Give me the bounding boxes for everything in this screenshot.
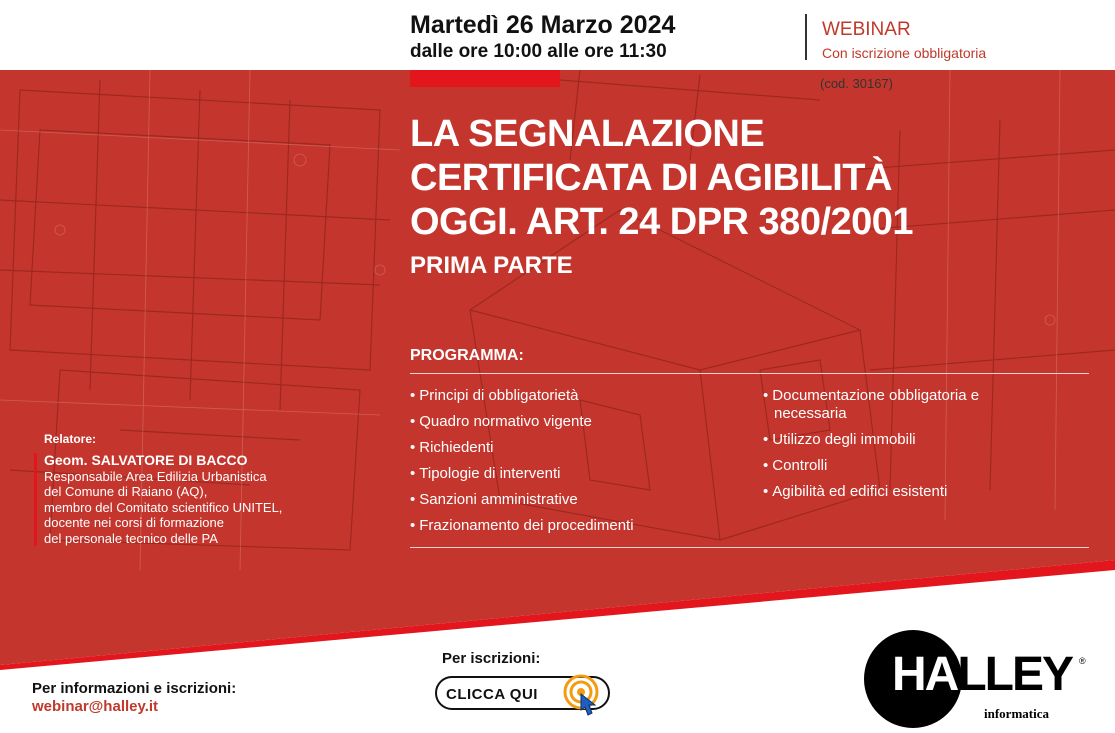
- speaker-role-line: del personale tecnico delle PA: [44, 530, 218, 546]
- title-line: OGGI. ART. 24 DPR 380/2001: [410, 201, 914, 243]
- date-line: Martedì 26 Marzo 2024: [410, 11, 676, 39]
- register-button-label: CLICCA QUI: [446, 686, 538, 703]
- speaker-box: [34, 432, 282, 546]
- program-item: • Utilizzo degli immobili: [763, 431, 916, 448]
- program-heading: PROGRAMMA:: [410, 347, 524, 364]
- program-divider-top: [410, 373, 1089, 374]
- logo-word: HALLEY: [892, 648, 1072, 701]
- registered-mark: ®: [1079, 656, 1086, 666]
- webinar-info: [822, 18, 986, 62]
- registration-note: Con iscrizione obbligatoria: [822, 45, 987, 61]
- info-label: Per informazioni e iscrizioni:: [32, 680, 237, 697]
- program-item: • Sanzioni amministrative: [410, 491, 578, 508]
- event-date: [410, 10, 675, 64]
- program-item: • Principi di obbligatorietà: [410, 387, 579, 404]
- bullet: •: [410, 387, 416, 404]
- speaker-role-line: membro del Comitato scientifico UNITEL,: [44, 499, 283, 515]
- bullet: •: [410, 439, 416, 456]
- bullet: •: [410, 413, 416, 430]
- register-button[interactable]: [435, 676, 610, 710]
- event-title: [410, 112, 1100, 244]
- bullet: •: [763, 387, 769, 404]
- program-item: • Documentazione obbligatoria e necessaria: [763, 387, 980, 422]
- header-divider: [805, 14, 807, 60]
- bullet: •: [763, 457, 769, 474]
- program-item: • Quadro normativo vigente: [410, 413, 592, 430]
- contact-email-link[interactable]: webinar@halley.it: [32, 698, 159, 715]
- program-item: • Controlli: [763, 457, 828, 474]
- title-line: CERTIFICATA DI AGIBILITÀ: [410, 157, 892, 199]
- program-item: • Frazionamento dei procedimenti: [410, 517, 634, 534]
- program-item: • Agibilità ed edifici esistenti: [763, 483, 948, 500]
- register-label: Per iscrizioni:: [442, 650, 541, 667]
- program-item: • Richiedenti: [410, 439, 494, 456]
- speaker-role-line: del Comune di Raiano (AQ),: [44, 484, 208, 499]
- program-item: • Tipologie di interventi: [410, 465, 561, 482]
- program-list-right: [763, 387, 1023, 509]
- event-subtitle: PRIMA PARTE: [410, 252, 573, 279]
- accent-strip: [410, 70, 560, 87]
- speaker-name: Geom. SALVATORE DI BACCO: [44, 452, 248, 468]
- bullet: •: [410, 465, 416, 482]
- speaker-role-line: docente nei corsi di formazione: [44, 515, 224, 530]
- time-line: dalle ore 10:00 alle ore 11:30: [410, 41, 667, 62]
- bullet: •: [763, 431, 769, 448]
- bullet: •: [410, 491, 416, 508]
- halley-logo: [860, 630, 1100, 730]
- program-list-left: [410, 387, 634, 543]
- title-line: LA SEGNALAZIONE: [410, 113, 765, 155]
- speaker-details: [34, 453, 282, 546]
- event-type: WEBINAR: [822, 19, 911, 40]
- logo-subtitle: informatica: [984, 706, 1049, 721]
- program-divider-bottom: [410, 547, 1089, 548]
- bullet: •: [763, 483, 769, 500]
- pointer-click-icon: [561, 674, 611, 720]
- course-code: (cod. 30167): [820, 76, 893, 91]
- bullet: •: [410, 517, 416, 534]
- speaker-label: Relatore:: [44, 432, 97, 446]
- speaker-role-line: Responsabile Area Edilizia Urbanistica: [44, 468, 267, 484]
